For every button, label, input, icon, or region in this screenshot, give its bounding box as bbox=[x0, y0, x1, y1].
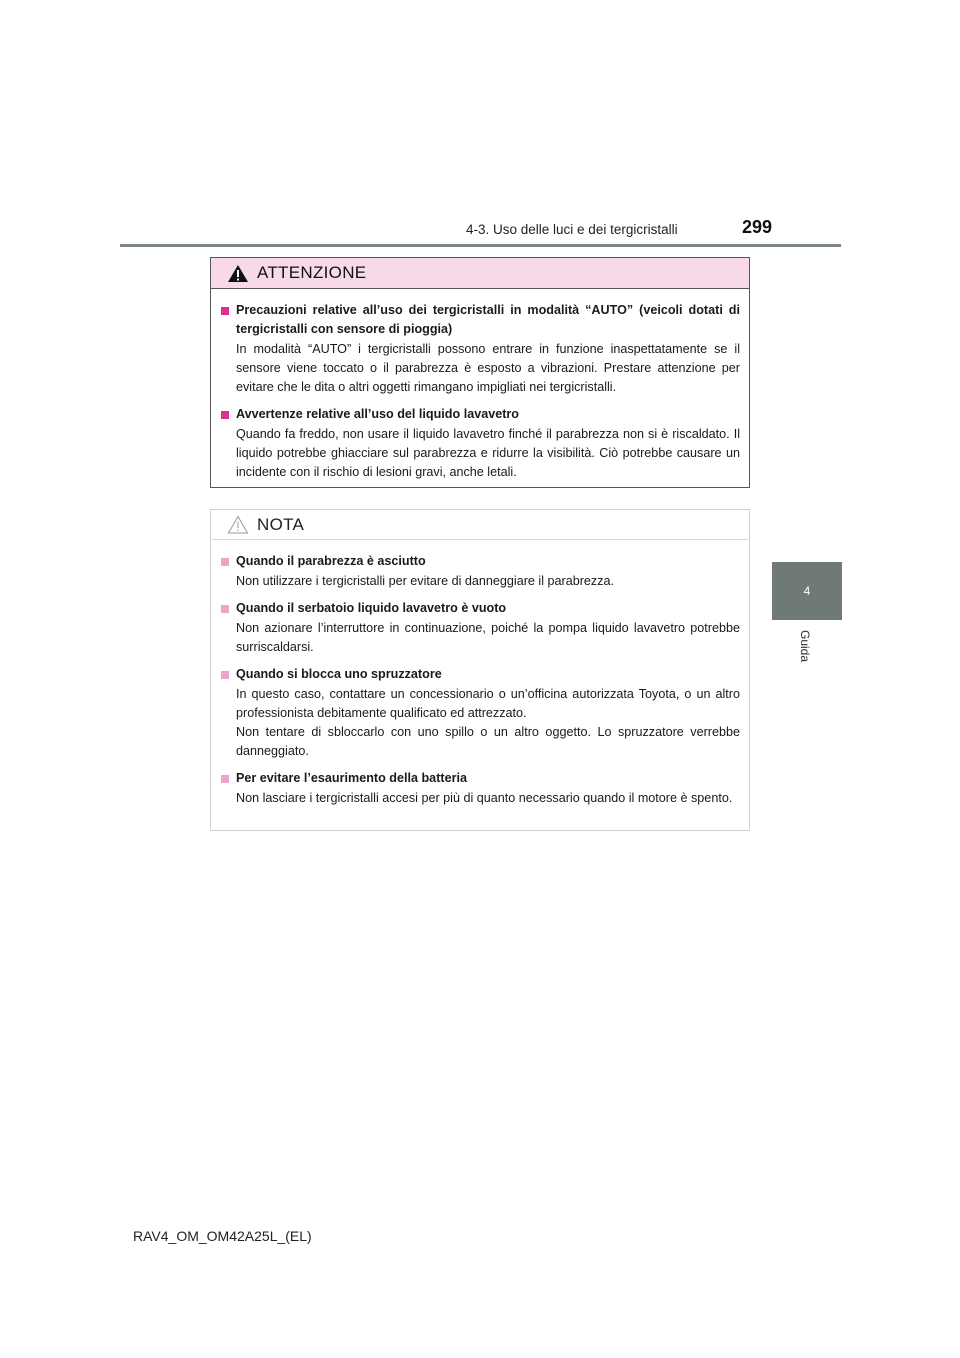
note-item bbox=[221, 665, 740, 761]
note-item-text: Non utilizzare i tergicristalli per evitare di danneggiare il parabrezza. bbox=[236, 574, 614, 588]
note-item-title: Quando si blocca uno spruzzatore bbox=[236, 667, 442, 681]
header-divider bbox=[120, 244, 841, 247]
note-item bbox=[221, 552, 740, 591]
square-bullet-icon bbox=[221, 307, 229, 315]
caution-body bbox=[211, 289, 749, 482]
warning-triangle-outline-icon bbox=[227, 515, 249, 534]
square-bullet-icon bbox=[221, 775, 229, 783]
note-item-text: Non lasciare i tergicristalli accesi per più di quanto necessario quando il motore è spento. bbox=[236, 791, 733, 805]
caution-header bbox=[211, 258, 749, 289]
caution-item-text: Quando fa freddo, non usare il liquido lavavetro finché il parabrezza non si è riscaldato. Il liquido potrebbe ghiacciare sul parabrezza e ridurre la visibilità. Ciò potrebbe causare un incidente con il rischio di lesioni gravi, anche letali. bbox=[236, 427, 740, 479]
warning-triangle-icon bbox=[227, 264, 249, 283]
note-item bbox=[221, 769, 740, 808]
caution-item-title: Avvertenze relative all’uso del liquido lavavetro bbox=[236, 407, 519, 421]
caution-item bbox=[221, 405, 740, 482]
caution-item-text: In modalità “AUTO” i tergicristalli possono entrare in funzione inaspettatamente se il sensore viene toccato o il parabrezza è esposto a vibrazioni. Prestare attenzione per evitare che le dita o altri oggetti rimangano impigliati nei tergicristalli. bbox=[236, 342, 740, 394]
square-bullet-icon bbox=[221, 605, 229, 613]
square-bullet-icon bbox=[221, 671, 229, 679]
note-item-title: Quando il parabrezza è asciutto bbox=[236, 554, 426, 568]
chapter-number: 4 bbox=[803, 584, 811, 598]
section-title: 4-3. Uso delle luci e dei tergicristalli bbox=[466, 222, 678, 237]
document-code: RAV4_OM_OM42A25L_(EL) bbox=[133, 1228, 312, 1244]
page-number: 299 bbox=[742, 217, 773, 237]
note-box bbox=[210, 509, 750, 831]
chapter-tab bbox=[772, 562, 842, 620]
note-body bbox=[211, 540, 749, 808]
note-item-text: In questo caso, contattare un concessionario o un’officina autorizzata Toyota, o un altro professionista debitamente qualificato ed attrezzato. Non tentare di sbloccarlo con uno spillo o un altro oggetto. Lo spruzzatore verrebbe danneggiato. bbox=[236, 687, 740, 758]
square-bullet-icon bbox=[221, 558, 229, 566]
caution-item bbox=[221, 301, 740, 397]
note-title: NOTA bbox=[257, 514, 305, 534]
note-item-title: Quando il serbatoio liquido lavavetro è vuoto bbox=[236, 601, 507, 615]
chapter-label: Guida bbox=[798, 630, 812, 663]
note-item-title: Per evitare l’esaurimento della batteria bbox=[236, 771, 467, 785]
caution-title: ATTENZIONE bbox=[257, 263, 367, 282]
caution-item-title: Precauzioni relative all’uso dei tergicristalli in modalità “AUTO” (veicoli dotati di tergicristalli con sensore di pioggia) bbox=[236, 303, 740, 336]
chapter-label-container bbox=[798, 630, 812, 690]
square-bullet-icon bbox=[221, 411, 229, 419]
caution-box bbox=[210, 257, 750, 488]
note-header bbox=[211, 510, 749, 540]
note-item bbox=[221, 599, 740, 657]
note-item-text: Non azionare l’interruttore in continuazione, poiché la pompa liquido lavavetro potrebbe surriscaldarsi. bbox=[236, 621, 740, 654]
